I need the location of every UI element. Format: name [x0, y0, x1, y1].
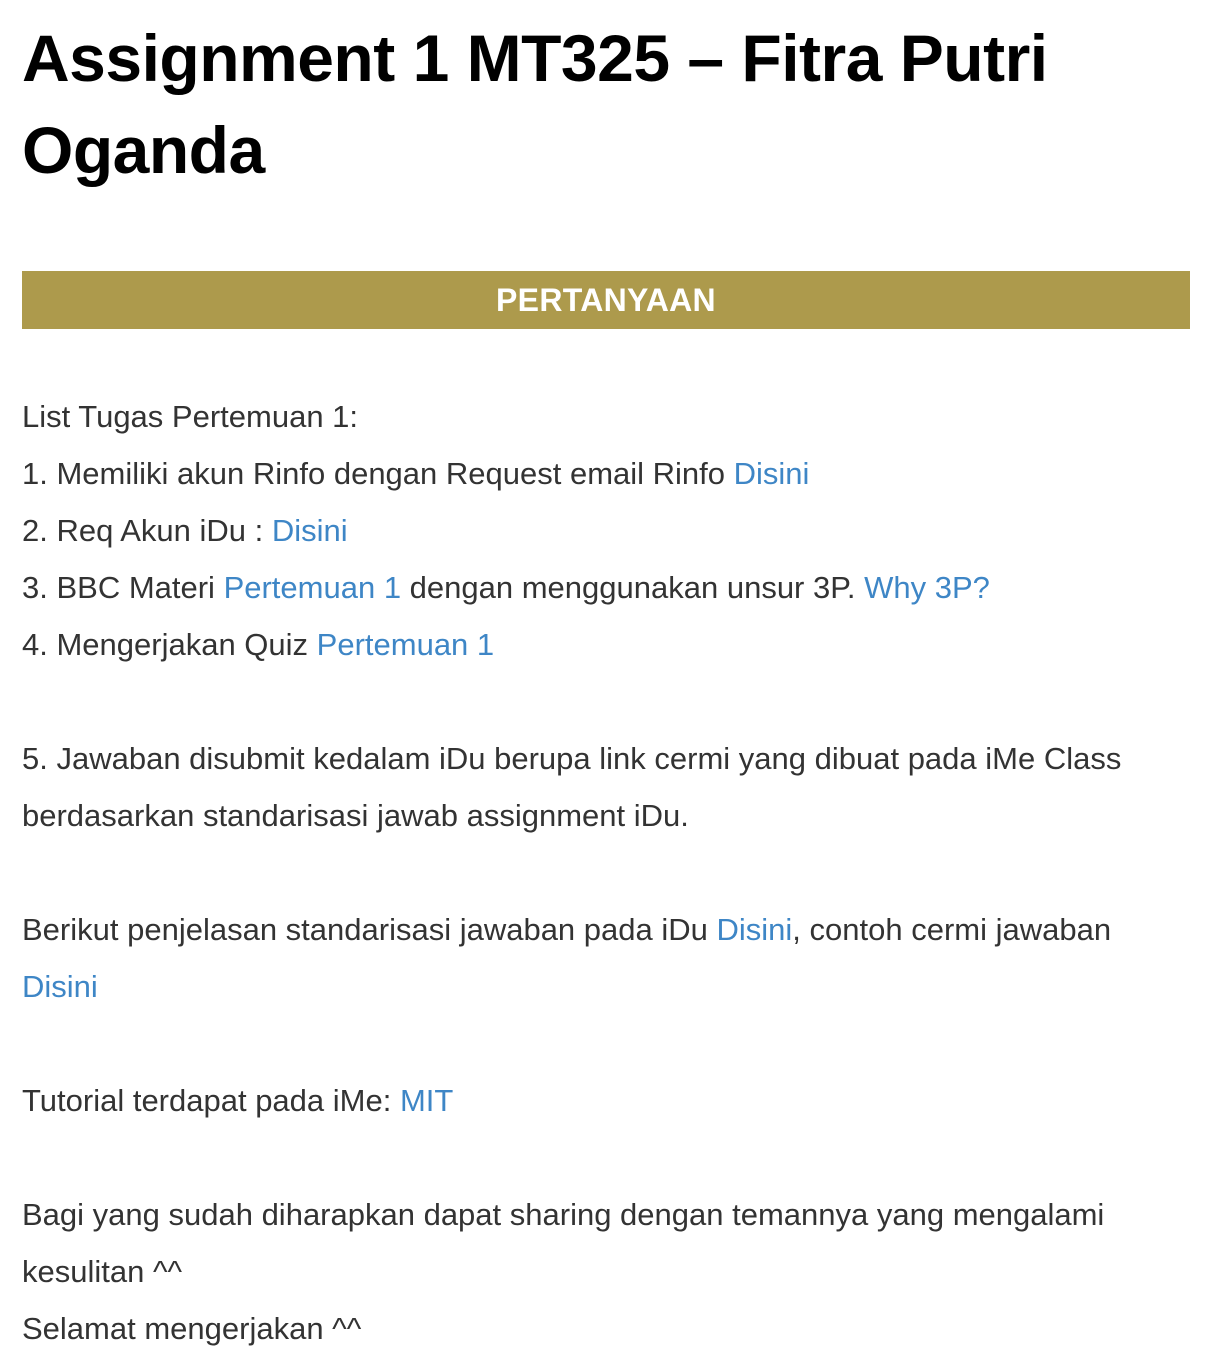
- spacer: [22, 1015, 1190, 1072]
- assignment-content: [22, 388, 1190, 1357]
- section-banner: [22, 271, 1190, 329]
- task-item-3: [22, 559, 1190, 616]
- explanation-middle: , contoh cermi jawaban: [792, 912, 1112, 947]
- spacer: [22, 844, 1190, 901]
- mit-link[interactable]: MIT: [399, 1083, 454, 1118]
- spacer: [22, 673, 1190, 730]
- tutorial-line: [22, 1072, 1190, 1129]
- tutorial-text: Tutorial terdapat pada iMe:: [22, 1083, 400, 1118]
- idu-account-link[interactable]: Disini: [271, 513, 348, 548]
- explanation-paragraph: [22, 901, 1190, 1015]
- page-title: Assignment 1 MT325 – Fitra Putri Oganda: [22, 21, 1048, 187]
- quiz-pertemuan-1-link[interactable]: Pertemuan 1: [316, 627, 495, 662]
- task-item-3-text: 3. BBC Materi: [22, 570, 224, 605]
- list-heading: List Tugas Pertemuan 1:: [22, 399, 359, 434]
- task-item-4: [22, 616, 1190, 673]
- example-answer-link[interactable]: Disini: [22, 969, 98, 1004]
- rinfo-request-link[interactable]: Disini: [733, 456, 810, 491]
- task-item-2: [22, 502, 1190, 559]
- task-item-4-text: 4. Mengerjakan Quiz: [22, 627, 317, 662]
- task-item-5: 5. Jawaban disubmit kedalam iDu berupa link cermi yang dibuat pada iMe Class berdasarkan standarisasi jawab assignment iDu.: [22, 741, 1122, 833]
- task-item-1: [22, 445, 1190, 502]
- standardization-link[interactable]: Disini: [716, 912, 793, 947]
- explanation-text: Berikut penjelasan standarisasi jawaban pada iDu: [22, 912, 717, 947]
- banner-label: PERTANYAAN: [496, 281, 716, 318]
- sharing-paragraph: Bagi yang sudah diharapkan dapat sharing dengan temannya yang mengalami kesulitan ^^: [22, 1197, 1105, 1289]
- task-item-2-text: 2. Req Akun iDu :: [22, 513, 272, 548]
- why-3p-link[interactable]: Why 3P?: [864, 570, 990, 605]
- pertemuan-1-materi-link[interactable]: Pertemuan 1: [223, 570, 402, 605]
- assignment-page: [22, 0, 1190, 1346]
- spacer: [22, 1129, 1190, 1186]
- task-item-1-text: 1. Memiliki akun Rinfo dengan Request email Rinfo: [22, 456, 734, 491]
- task-item-3-middle: dengan menggunakan unsur 3P.: [401, 570, 865, 605]
- closing-line: Selamat mengerjakan ^^: [22, 1311, 362, 1346]
